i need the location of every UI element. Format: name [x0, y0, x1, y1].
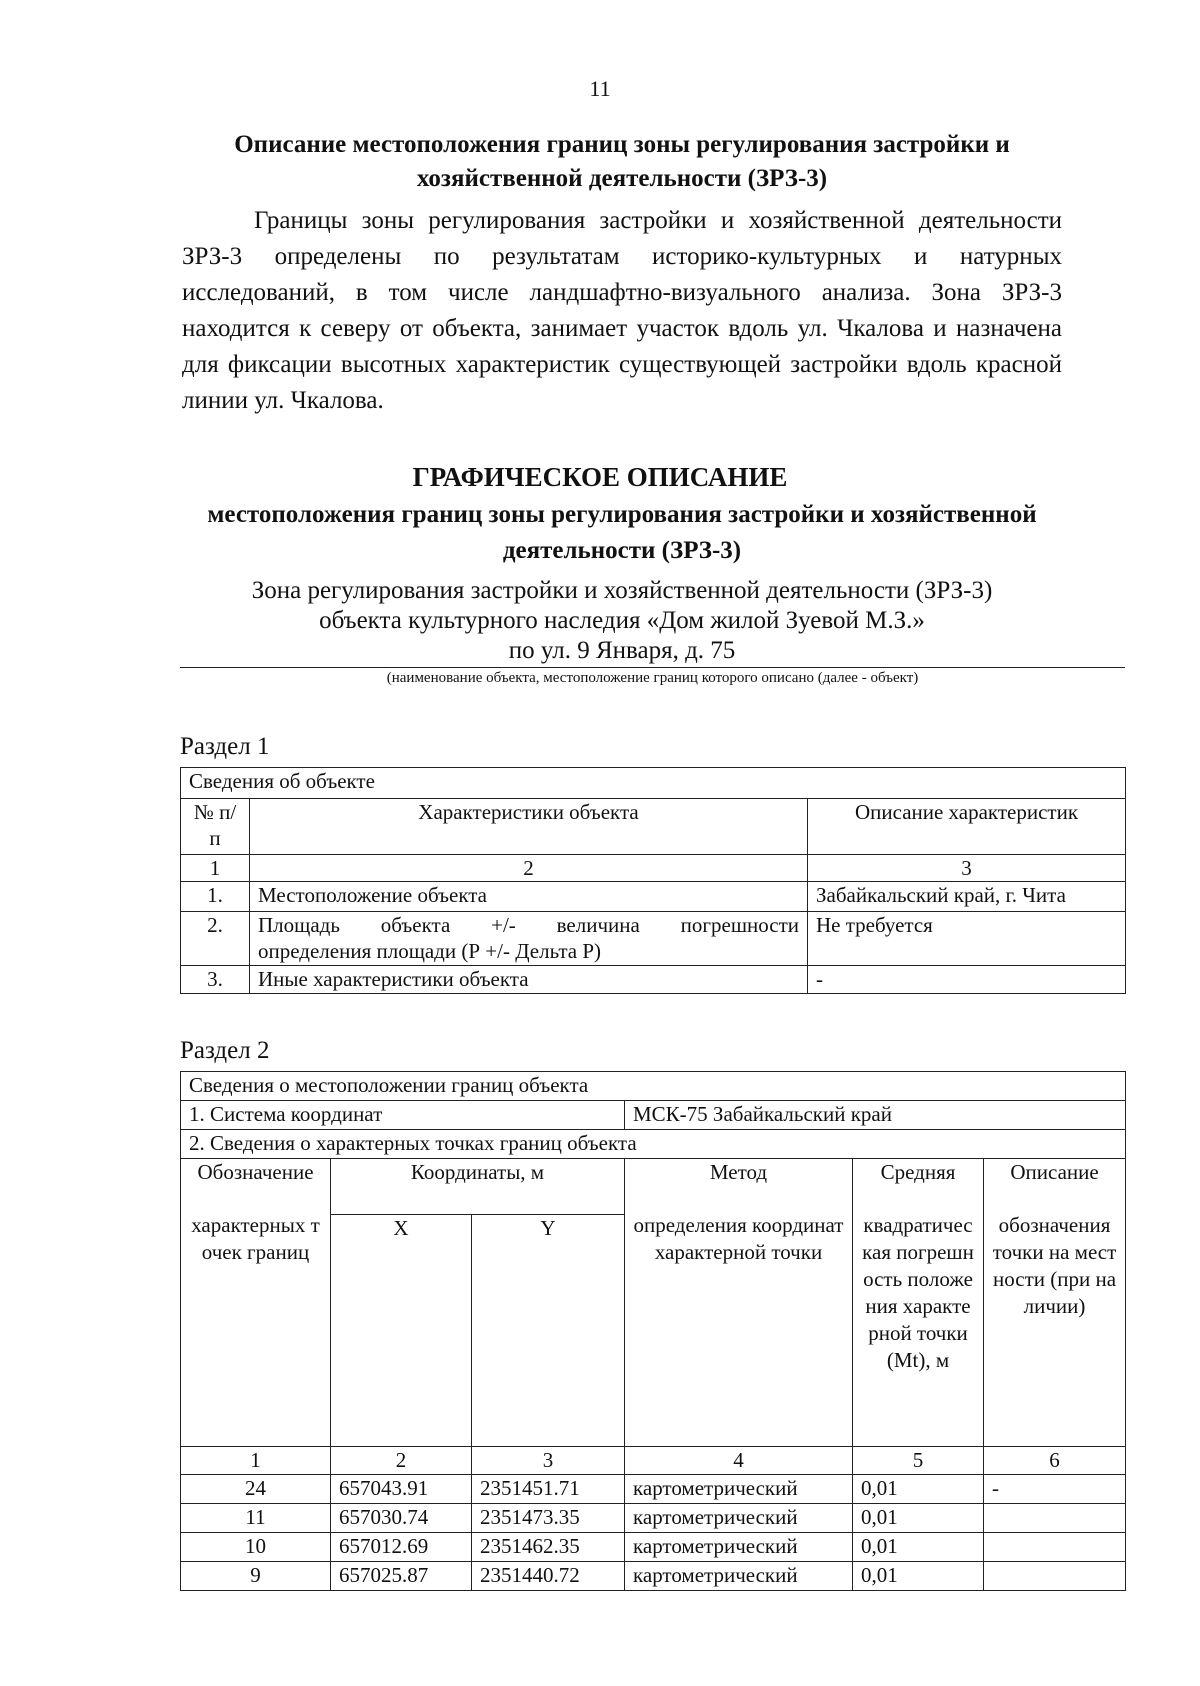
row-characteristic: Местоположение объекта [250, 882, 808, 912]
point-id: 24 [181, 1475, 331, 1504]
point-id: 11 [181, 1504, 331, 1533]
row-description: - [808, 966, 1126, 994]
object-underline [180, 667, 1125, 668]
point-description [984, 1504, 1126, 1533]
heading-line: местоположения границ зоны регулирования застройки и хозяйственной [207, 501, 1037, 528]
error-value: 0,01 [853, 1504, 984, 1533]
method: картометрический [625, 1504, 853, 1533]
coord-x: 657025.87 [331, 1562, 472, 1591]
coord-x: 657030.74 [331, 1504, 472, 1533]
table-row [181, 966, 1126, 994]
point-description: - [984, 1475, 1126, 1504]
header-line: Метод [709, 1160, 768, 1184]
column-index: 3 [808, 855, 1126, 882]
table-row [181, 912, 1126, 966]
point-id: 9 [181, 1562, 331, 1591]
object-caption: (наименование объекта, местоположение границ которого описано (далее - объект) [386, 670, 919, 686]
heading-graphic-description: ГРАФИЧЕСКОЕ ОПИСАНИЕ [412, 462, 788, 492]
method: картометрический [625, 1533, 853, 1562]
col-header-y: Y [472, 1215, 625, 1447]
col-header-coordinates: Координаты, м [331, 1159, 625, 1215]
error-value: 0,01 [853, 1562, 984, 1591]
row-characteristic-line: Площадь объекта +/- величина погрешности [258, 913, 799, 937]
row-characteristic [250, 912, 808, 966]
coord-y: 2351462.35 [472, 1533, 625, 1562]
col-header-method [625, 1159, 853, 1447]
object-info-table [180, 767, 1126, 994]
coord-y: 2351473.35 [472, 1504, 625, 1533]
header-line: Описание [1010, 1160, 1099, 1184]
point-description [984, 1533, 1126, 1562]
table-row [181, 1504, 1126, 1533]
column-index: 3 [472, 1447, 625, 1475]
col-header-characteristics: Характеристики объекта [250, 799, 808, 855]
page-number: 11 [589, 76, 611, 101]
column-index: 1 [181, 1447, 331, 1475]
section2-label: Раздел 2 [180, 1037, 270, 1064]
column-index: 4 [625, 1447, 853, 1475]
header-line: квадратическая погрешность положения характерной точки (Mt), м [862, 1213, 974, 1372]
paragraph-text: Границы зоны регулирования застройки и хозяйственной деятельности ЗРЗ-3 определены по результатам историко-культурных и натурных исследований, в том числе ландшафтно-визуального анализа. Зона ЗРЗ-3 находится к северу от объекта, занимает участок вдоль ул. Чкалова и назначена для фиксации высотных характеристик существующей застройки вдоль красной линии ул. Чкалова. [182, 207, 1062, 414]
point-description [984, 1562, 1126, 1591]
row-characteristic: Иные характеристики объекта [250, 966, 808, 994]
point-id: 10 [181, 1533, 331, 1562]
table-title: Сведения об объекте [181, 768, 1126, 799]
table-row [181, 882, 1126, 912]
heading-line: хозяйственной деятельности (ЗРЗ-3) [416, 165, 828, 192]
column-index: 2 [250, 855, 808, 882]
object-address: по ул. 9 Января, д. 75 [508, 637, 736, 664]
object-name-line: Зона регулирования застройки и хозяйственной деятельности (ЗРЗ-3) [251, 577, 993, 604]
description-paragraph [182, 203, 1062, 419]
coord-x: 657012.69 [331, 1533, 472, 1562]
col-header-error [853, 1159, 984, 1447]
column-index: 2 [331, 1447, 472, 1475]
column-index: 5 [853, 1447, 984, 1475]
table-row [181, 1533, 1126, 1562]
heading-line: деятельности (ЗРЗ-3) [502, 537, 742, 564]
section1-label: Раздел 1 [180, 733, 270, 760]
method: картометрический [625, 1475, 853, 1504]
row-description: Забайкальский край, г. Чита [808, 882, 1126, 912]
row-number: 1. [181, 882, 250, 912]
column-index: 1 [181, 855, 250, 882]
row-number: 2. [181, 912, 250, 966]
error-value: 0,01 [853, 1475, 984, 1504]
table-title: Сведения о местоположении границ объекта [181, 1072, 1126, 1101]
error-value: 0,01 [853, 1533, 984, 1562]
header-line: обозначения точки на местности (при наличии) [992, 1213, 1117, 1318]
coord-y: 2351440.72 [472, 1562, 625, 1591]
row-number: 3. [181, 966, 250, 994]
heading-zone-description [182, 128, 1062, 196]
coord-x: 657043.91 [331, 1475, 472, 1504]
coord-system-value: МСК-75 Забайкальский край [625, 1101, 1126, 1130]
points-section-title: 2. Сведения о характерных точках границ объекта [181, 1130, 1126, 1159]
header-line: характерных точек границ [191, 1213, 320, 1264]
table-row [181, 1475, 1126, 1504]
heading-location-subtitle [182, 497, 1062, 569]
column-index: 6 [984, 1447, 1126, 1475]
col-header-description: Описание характеристик [808, 799, 1126, 855]
method: картометрический [625, 1562, 853, 1591]
header-line: Обозначение [197, 1160, 314, 1184]
col-header-designation [181, 1159, 331, 1447]
coord-y: 2351451.71 [472, 1475, 625, 1504]
header-line: определения координат характерной точки [633, 1213, 844, 1264]
heading-line: Описание местоположения границ зоны регулирования застройки и [234, 131, 1010, 158]
table-row [181, 1562, 1126, 1591]
row-characteristic-line: определения площади (Р +/- Дельта Р) [258, 939, 602, 963]
object-name-line: объекта культурного наследия «Дом жилой Зуевой М.З.» [319, 607, 925, 634]
boundary-points-table [180, 1071, 1126, 1591]
col-header-x: X [331, 1215, 472, 1447]
object-name-block [182, 576, 1062, 666]
coord-system-label: 1. Система координат [181, 1101, 625, 1130]
col-header-num: № п/п [181, 799, 250, 855]
col-header-point-description [984, 1159, 1126, 1447]
header-line: Средняя [880, 1160, 956, 1184]
row-description: Не требуется [808, 912, 1126, 966]
